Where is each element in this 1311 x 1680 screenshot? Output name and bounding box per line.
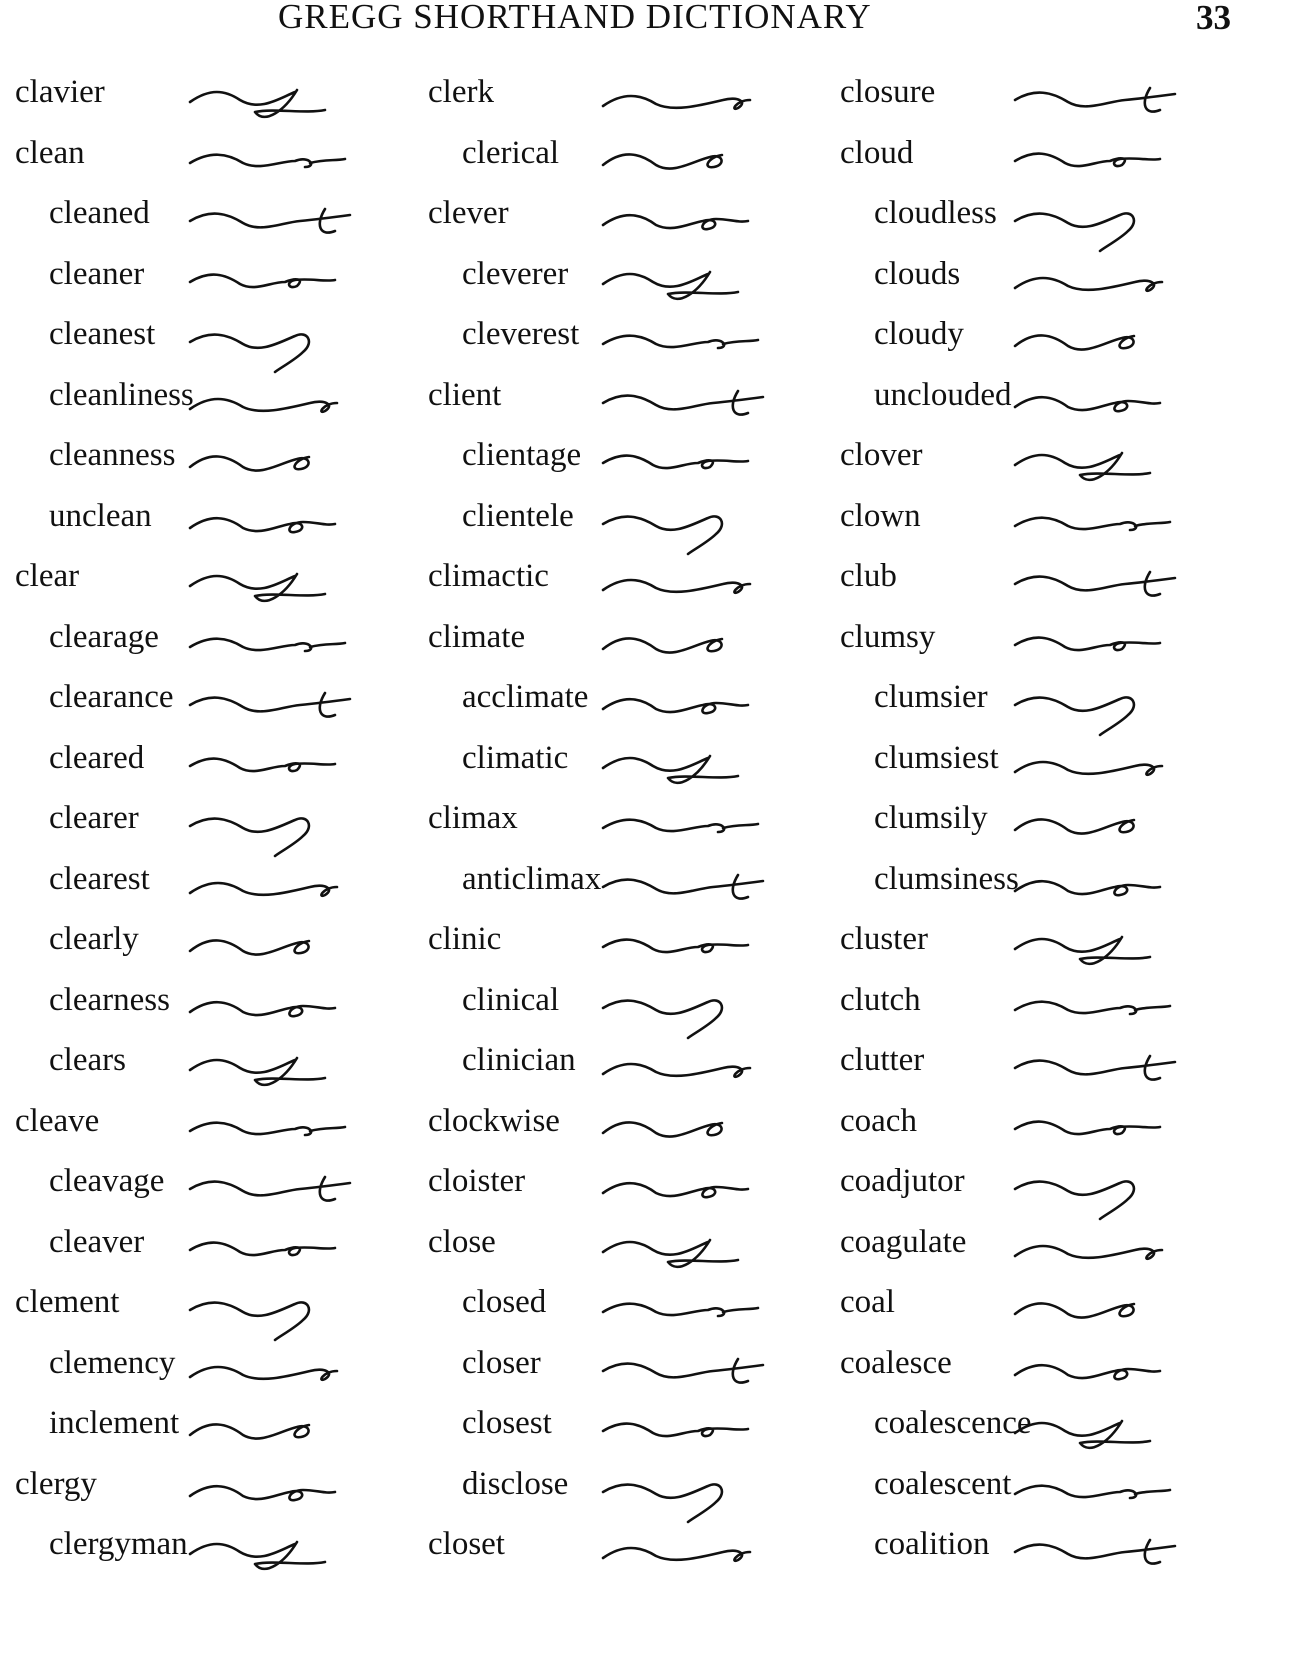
shorthand-outline-icon	[185, 1341, 415, 1401]
entry-word: closed	[462, 1284, 547, 1320]
entry-word: coalescent	[874, 1465, 1012, 1502]
entry-word: cleverest	[462, 316, 580, 352]
shorthand-outline-icon	[185, 373, 415, 433]
entry-columns	[0, 70, 1311, 1650]
entry-word: cleavage	[49, 1163, 165, 1199]
dictionary-entry	[428, 1462, 838, 1523]
entry-word: clown	[840, 497, 921, 534]
shorthand-outline-icon	[1010, 675, 1240, 735]
shorthand-outline-icon	[185, 1099, 415, 1159]
dictionary-entry	[428, 736, 838, 797]
dictionary-entry	[428, 252, 838, 313]
entry-word: clear	[15, 558, 80, 594]
shorthand-outline-icon	[185, 1159, 415, 1219]
shorthand-outline-icon	[185, 252, 415, 312]
entry-word: unclouded	[874, 376, 1012, 413]
dictionary-entry	[840, 433, 1250, 494]
dictionary-entry	[15, 70, 425, 131]
shorthand-outline-icon	[185, 857, 415, 917]
entry-word: clearly	[49, 921, 139, 957]
dictionary-entry	[428, 70, 838, 131]
dictionary-entry	[840, 252, 1250, 313]
shorthand-outline-icon	[598, 1341, 828, 1401]
shorthand-outline-icon	[185, 70, 415, 130]
dictionary-entry	[840, 373, 1250, 434]
entry-word: coalition	[874, 1526, 990, 1562]
dictionary-entry	[840, 796, 1250, 857]
dictionary-entry	[428, 1401, 838, 1462]
shorthand-outline-icon	[185, 1220, 415, 1280]
dictionary-entry	[15, 917, 425, 978]
entry-word: climax	[428, 800, 518, 836]
entry-word: clumsiness	[874, 860, 1019, 897]
entry-word: clutter	[840, 1042, 925, 1078]
entry-word: cleaver	[49, 1223, 145, 1260]
shorthand-outline-icon	[1010, 978, 1240, 1038]
dictionary-entry	[15, 1522, 425, 1583]
dictionary-entry	[428, 675, 838, 736]
dictionary-entry	[840, 70, 1250, 131]
dictionary-entry	[840, 554, 1250, 615]
shorthand-outline-icon	[1010, 191, 1240, 251]
shorthand-outline-icon	[1010, 494, 1240, 554]
shorthand-outline-icon	[185, 191, 415, 251]
shorthand-outline-icon	[1010, 736, 1240, 796]
entry-word: clockwise	[428, 1102, 560, 1139]
shorthand-outline-icon	[185, 796, 415, 856]
dictionary-entry	[15, 978, 425, 1039]
entry-word: cloudy	[874, 316, 964, 352]
entry-word: clearage	[49, 618, 159, 655]
shorthand-outline-icon	[598, 433, 828, 493]
shorthand-outline-icon	[1010, 252, 1240, 312]
shorthand-outline-icon	[598, 1280, 828, 1340]
shorthand-outline-icon	[1010, 1462, 1240, 1522]
shorthand-outline-icon	[598, 312, 828, 372]
entry-word: clumsiest	[874, 739, 999, 776]
entry-word: closure	[840, 74, 936, 110]
shorthand-outline-icon	[185, 1522, 415, 1582]
dictionary-entry	[15, 554, 425, 615]
shorthand-outline-icon	[1010, 1159, 1240, 1219]
entry-word: disclose	[462, 1465, 569, 1502]
running-head	[0, 0, 1311, 40]
dictionary-entry	[840, 191, 1250, 252]
shorthand-outline-icon	[598, 675, 828, 735]
shorthand-outline-icon	[598, 978, 828, 1038]
entry-word: clergyman	[49, 1526, 188, 1562]
dictionary-entry	[428, 494, 838, 555]
entry-word: clerk	[428, 74, 494, 110]
entry-word: cleanliness	[49, 376, 194, 413]
dictionary-entry	[428, 312, 838, 373]
entry-word: clearance	[49, 679, 174, 715]
dictionary-entry	[15, 796, 425, 857]
dictionary-entry	[428, 1220, 838, 1281]
dictionary-entry	[840, 494, 1250, 555]
column-middle	[428, 70, 848, 1610]
entry-word: coadjutor	[840, 1163, 965, 1199]
entry-word: clientele	[462, 497, 574, 534]
dictionary-entry	[15, 252, 425, 313]
entry-word: cleared	[49, 739, 145, 776]
dictionary-entry	[15, 131, 425, 192]
entry-word: coach	[840, 1102, 917, 1139]
dictionary-entry	[15, 191, 425, 252]
entry-word: cleverer	[462, 255, 569, 292]
dictionary-entry	[428, 917, 838, 978]
shorthand-outline-icon	[598, 615, 828, 675]
entry-word: coalesce	[840, 1344, 952, 1381]
shorthand-outline-icon	[1010, 70, 1240, 130]
entry-word: climactic	[428, 558, 549, 594]
entry-word: clumsily	[874, 800, 988, 836]
dictionary-entry	[15, 312, 425, 373]
dictionary-entry	[15, 1462, 425, 1523]
entry-word: climate	[428, 618, 526, 655]
entry-word: client	[428, 376, 502, 413]
entry-word: clearest	[49, 860, 150, 897]
shorthand-outline-icon	[185, 131, 415, 191]
entry-word: cleanest	[49, 316, 156, 352]
shorthand-outline-icon	[598, 857, 828, 917]
shorthand-outline-icon	[598, 1038, 828, 1098]
shorthand-outline-icon	[598, 1099, 828, 1159]
entry-word: acclimate	[462, 679, 589, 715]
dictionary-entry	[428, 433, 838, 494]
dictionary-entry	[428, 554, 838, 615]
shorthand-outline-icon	[598, 373, 828, 433]
dictionary-entry	[840, 1220, 1250, 1281]
dictionary-entry	[840, 917, 1250, 978]
dictionary-entry	[840, 1159, 1250, 1220]
dictionary-entry	[15, 736, 425, 797]
dictionary-entry	[428, 615, 838, 676]
dictionary-entry	[428, 857, 838, 918]
entry-word: anticlimax	[462, 860, 602, 897]
dictionary-entry	[15, 433, 425, 494]
dictionary-entry	[428, 1522, 838, 1583]
entry-word: club	[840, 558, 897, 594]
entry-word: clinical	[462, 981, 560, 1018]
entry-word: close	[428, 1223, 496, 1260]
shorthand-outline-icon	[1010, 1522, 1240, 1582]
entry-word: clears	[49, 1042, 126, 1078]
entry-word: clinician	[462, 1042, 576, 1078]
entry-word: clean	[15, 134, 85, 171]
dictionary-entry	[428, 796, 838, 857]
column-left	[15, 70, 435, 1610]
entry-word: clover	[840, 437, 923, 473]
entry-word: inclement	[49, 1405, 180, 1441]
entry-word: clearness	[49, 981, 170, 1018]
dictionary-entry	[428, 191, 838, 252]
dictionary-entry	[428, 1341, 838, 1402]
entry-word: cleave	[15, 1102, 100, 1139]
shorthand-outline-icon	[1010, 1220, 1240, 1280]
dictionary-entry	[15, 857, 425, 918]
shorthand-outline-icon	[598, 1522, 828, 1582]
entry-word: clumsier	[874, 679, 988, 715]
shorthand-outline-icon	[185, 978, 415, 1038]
entry-word: cleaned	[49, 195, 150, 231]
shorthand-outline-icon	[1010, 312, 1240, 372]
entry-word: clavier	[15, 74, 105, 110]
column-right	[840, 70, 1260, 1610]
shorthand-outline-icon	[185, 312, 415, 372]
dictionary-entry	[15, 1159, 425, 1220]
entry-word: coalescence	[874, 1405, 1032, 1441]
shorthand-outline-icon	[1010, 1038, 1240, 1098]
dictionary-entry	[15, 373, 425, 434]
shorthand-outline-icon	[598, 252, 828, 312]
dictionary-entry	[428, 1159, 838, 1220]
dictionary-entry	[428, 1038, 838, 1099]
page-title: GREGG SHORTHAND DICTIONARY	[278, 0, 872, 36]
dictionary-entry	[15, 615, 425, 676]
dictionary-entry	[428, 1099, 838, 1160]
entry-word: clergy	[15, 1465, 97, 1502]
shorthand-outline-icon	[1010, 433, 1240, 493]
dictionary-entry	[840, 978, 1250, 1039]
entry-word: clinic	[428, 921, 502, 957]
dictionary-entry	[840, 1280, 1250, 1341]
shorthand-outline-icon	[185, 917, 415, 977]
shorthand-outline-icon	[185, 1038, 415, 1098]
entry-word: clumsy	[840, 618, 936, 655]
entry-word: cleanness	[49, 437, 176, 473]
shorthand-outline-icon	[1010, 554, 1240, 614]
shorthand-outline-icon	[1010, 796, 1240, 856]
dictionary-entry	[15, 1280, 425, 1341]
dictionary-entry	[428, 373, 838, 434]
shorthand-outline-icon	[1010, 615, 1240, 675]
entry-word: clemency	[49, 1344, 176, 1381]
dictionary-entry	[428, 978, 838, 1039]
dictionary-entry	[840, 615, 1250, 676]
dictionary-entry	[15, 1341, 425, 1402]
shorthand-outline-icon	[598, 1401, 828, 1461]
shorthand-outline-icon	[185, 615, 415, 675]
dictionary-entry	[15, 675, 425, 736]
dictionary-entry	[428, 1280, 838, 1341]
shorthand-outline-icon	[185, 433, 415, 493]
shorthand-outline-icon	[1010, 1401, 1240, 1461]
dictionary-entry	[15, 494, 425, 555]
shorthand-outline-icon	[1010, 131, 1240, 191]
shorthand-outline-icon	[598, 917, 828, 977]
dictionary-entry	[840, 1401, 1250, 1462]
shorthand-outline-icon	[1010, 917, 1240, 977]
dictionary-entry	[15, 1099, 425, 1160]
shorthand-outline-icon	[185, 1280, 415, 1340]
shorthand-outline-icon	[598, 554, 828, 614]
entry-word: cloud	[840, 134, 914, 171]
entry-word: coagulate	[840, 1223, 967, 1260]
entry-word: clearer	[49, 800, 139, 836]
dictionary-entry	[840, 312, 1250, 373]
shorthand-outline-icon	[598, 70, 828, 130]
shorthand-outline-icon	[598, 736, 828, 796]
dictionary-entry	[840, 1522, 1250, 1583]
dictionary-entry	[428, 131, 838, 192]
entry-word: clement	[15, 1284, 120, 1320]
shorthand-outline-icon	[185, 675, 415, 735]
dictionary-entry	[840, 857, 1250, 918]
shorthand-outline-icon	[185, 494, 415, 554]
shorthand-outline-icon	[598, 796, 828, 856]
shorthand-outline-icon	[598, 1462, 828, 1522]
dictionary-entry	[840, 1038, 1250, 1099]
dictionary-entry	[15, 1038, 425, 1099]
shorthand-outline-icon	[1010, 1280, 1240, 1340]
entry-word: climatic	[462, 739, 569, 776]
entry-word: unclean	[49, 497, 152, 534]
entry-word: cloudless	[874, 195, 997, 231]
dictionary-entry	[840, 1099, 1250, 1160]
entry-word: clouds	[874, 255, 961, 292]
shorthand-outline-icon	[1010, 1099, 1240, 1159]
shorthand-outline-icon	[185, 736, 415, 796]
shorthand-outline-icon	[185, 1462, 415, 1522]
entry-word: cluster	[840, 921, 928, 957]
entry-word: cleaner	[49, 255, 145, 292]
dictionary-entry	[840, 675, 1250, 736]
shorthand-outline-icon	[598, 1159, 828, 1219]
entry-word: clientage	[462, 437, 582, 473]
shorthand-outline-icon	[1010, 1341, 1240, 1401]
shorthand-outline-icon	[598, 191, 828, 251]
dictionary-entry	[840, 1341, 1250, 1402]
entry-word: cloister	[428, 1163, 526, 1199]
entry-word: coal	[840, 1284, 895, 1320]
dictionary-entry	[840, 1462, 1250, 1523]
entry-word: closer	[462, 1344, 541, 1381]
entry-word: clever	[428, 195, 509, 231]
dictionary-entry	[15, 1220, 425, 1281]
shorthand-outline-icon	[598, 1220, 828, 1280]
shorthand-outline-icon	[598, 131, 828, 191]
shorthand-outline-icon	[185, 1401, 415, 1461]
dictionary-entry	[15, 1401, 425, 1462]
shorthand-outline-icon	[185, 554, 415, 614]
shorthand-outline-icon	[1010, 857, 1240, 917]
entry-word: closest	[462, 1405, 552, 1441]
entry-word: closet	[428, 1526, 505, 1562]
shorthand-outline-icon	[1010, 373, 1240, 433]
dictionary-entry	[840, 736, 1250, 797]
page-number: 33	[1196, 0, 1231, 37]
entry-word: clutch	[840, 981, 921, 1018]
shorthand-outline-icon	[598, 494, 828, 554]
entry-word: clerical	[462, 134, 560, 171]
dictionary-entry	[840, 131, 1250, 192]
